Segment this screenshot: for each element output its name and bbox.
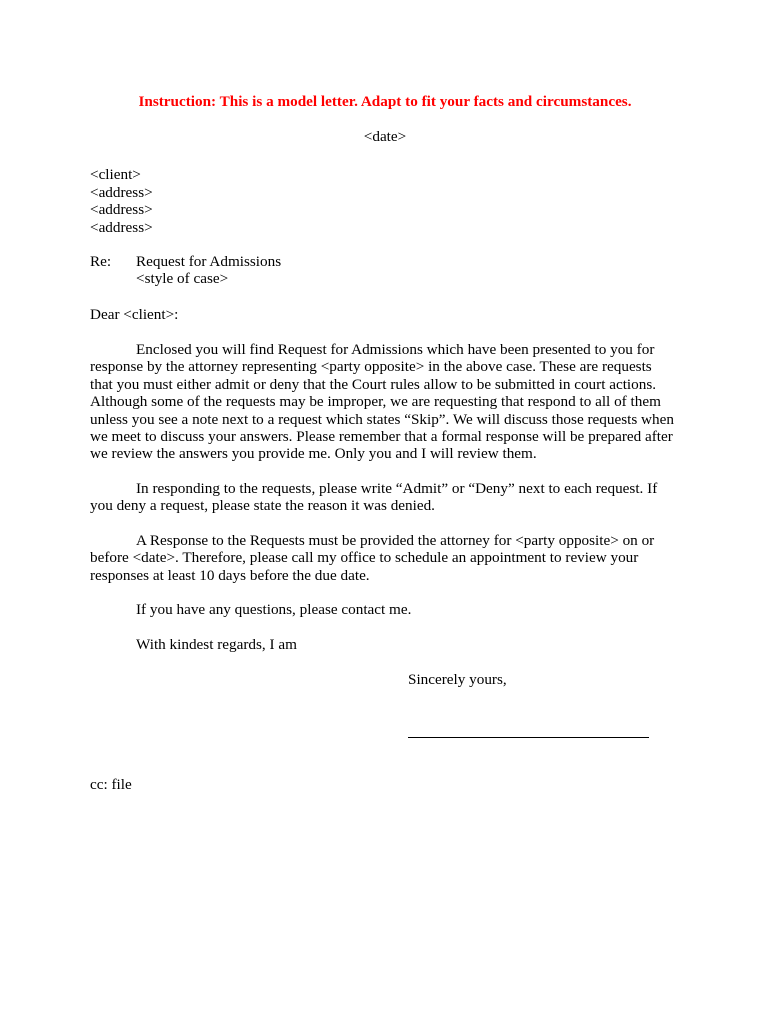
recipient-address-1: <address> — [90, 184, 153, 201]
recipient-address-2: <address> — [90, 201, 153, 218]
paragraph-line: A Response to the Requests must be provided the attorney for <party opposite> on or — [136, 532, 655, 549]
re-style-of-case: <style of case> — [136, 270, 229, 288]
paragraph-line: we meet to discuss your answers. Please remember that a formal response will be prepared after — [90, 428, 673, 446]
paragraph-regards — [90, 636, 690, 653]
re-label: Re: — [90, 253, 112, 270]
paragraph-line: If you have any questions, please contact me. — [136, 601, 412, 618]
re-subject-block — [136, 253, 281, 288]
paragraph-line: before <date>. Therefore, please call my office to schedule an appointment to review your — [90, 549, 639, 567]
paragraph-enclosed — [90, 341, 690, 463]
paragraph-line: we review the answers you provide me. Only you and I will review them. — [90, 445, 537, 463]
paragraph-line: Although some of the requests may be improper, we are requesting that respond to all of them — [90, 393, 661, 411]
recipient-client: <client> — [90, 166, 141, 183]
paragraph-line: Enclosed you will find Request for Admissions which have been presented to you for — [136, 341, 655, 358]
closing: Sincerely yours, — [408, 671, 507, 688]
paragraph-line: In responding to the requests, please write “Admit” or “Deny” next to each request. If — [136, 480, 658, 497]
paragraph-line: responses at least 10 days before the due date. — [90, 566, 370, 584]
paragraph-line: response by the attorney representing <party opposite> in the above case. These are requests — [90, 358, 652, 376]
paragraph-line: unless you see a note next to a request which states “Skip”. We will discuss those requests when — [90, 410, 674, 428]
instruction-note: Instruction: This is a model letter. Adapt to fit your facts and circumstances. — [138, 93, 632, 110]
cc-line: cc: file — [90, 776, 132, 793]
paragraph-line: With kindest regards, I am — [136, 636, 297, 653]
signature-line — [408, 737, 649, 738]
paragraph-response-deadline — [90, 532, 690, 584]
re-subject: Request for Admissions — [136, 253, 282, 270]
recipient-address-3: <address> — [90, 219, 153, 236]
paragraph-questions — [90, 601, 690, 618]
paragraph-responding — [90, 480, 690, 515]
paragraph-line: that you must either admit or deny that the Court rules allow to be submitted in court actions. — [90, 375, 657, 393]
paragraph-line: you deny a request, please state the reason it was denied. — [90, 497, 435, 515]
salutation: Dear <client>: — [90, 306, 179, 323]
date-placeholder: <date> — [363, 128, 407, 145]
